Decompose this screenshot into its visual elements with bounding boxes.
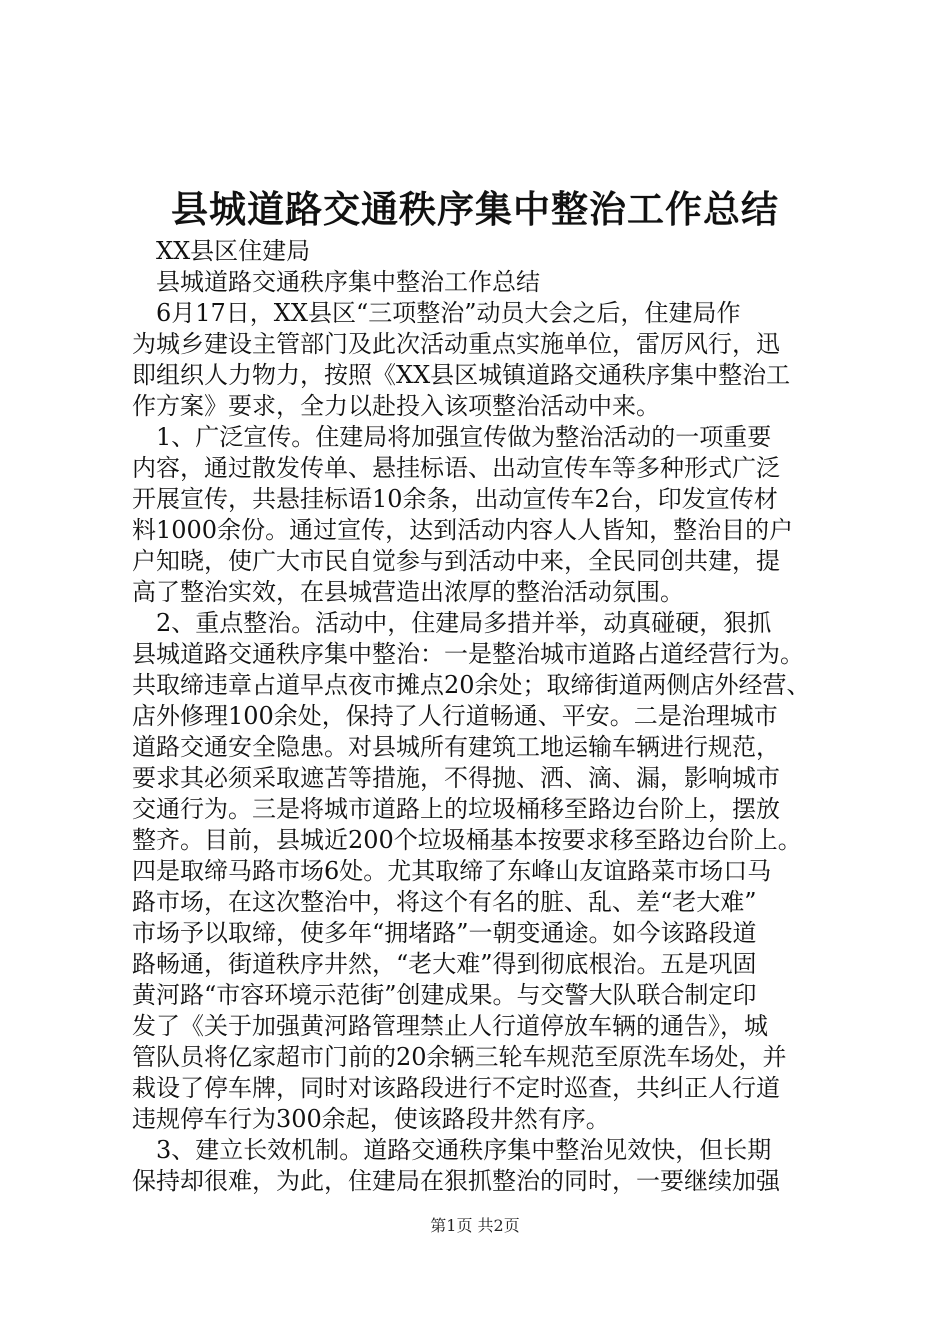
body-text-line: 黄河路“市容环境示范街”创建成果。与交警大队联合制定印 [132, 981, 757, 1009]
body-text-line: 户知晓，使广大市民自觉参与到活动中来，全民同创共建，提 [132, 547, 780, 575]
body-text-line: 县城道路交通秩序集中整治工作总结 [132, 268, 540, 296]
body-text-line: 共取缔违章占道早点夜市摊点20余处；取缔街道两侧店外经营、 [132, 671, 811, 699]
body-text-line: 6月17日，XX县区“三项整治”动员大会之后，住建局作 [132, 299, 741, 327]
body-text-line: 管队员将亿家超市门前的20余辆三轮车规范至原洗车场处，并 [132, 1043, 787, 1071]
body-text-line: 店外修理100余处，保持了人行道畅通、平安。二是治理城市 [132, 702, 778, 730]
body-text-line: 保持却很难，为此，住建局在狠抓整治的同时，一要继续加强 [132, 1167, 780, 1195]
body-text-line: 1、广泛宣传。住建局将加强宣传做为整治活动的一项重要 [132, 423, 772, 451]
body-text-line: 整齐。目前，县城近200个垃圾桶基本按要求移至路边台阶上。 [132, 826, 802, 854]
body-text-line: 路市场，在这次整治中，将这个有名的脏、乱、差“老大难” [132, 888, 757, 916]
body-text-line: 作方案》要求，全力以赴投入该项整治活动中来。 [132, 392, 660, 420]
body-text-line: 2、重点整治。活动中，住建局多措并举，动真碰硬，狠抓 [132, 609, 772, 637]
body-text-line: 为城乡建设主管部门及此次活动重点实施单位，雷厉风行，迅 [132, 330, 780, 358]
body-text-line: 高了整治实效，在县城营造出浓厚的整治活动氛围。 [132, 578, 684, 606]
body-text-line: 要求其必须采取遮苫等措施，不得抛、洒、滴、漏，影响城市 [132, 764, 780, 792]
body-text-line: 内容，通过散发传单、悬挂标语、出动宣传车等多种形式广泛 [132, 454, 780, 482]
body-text-line: 料1000余份。通过宣传，达到活动内容人人皆知，整治目的户 [132, 516, 794, 544]
body-text-line: 即组织人力物力，按照《XX县区城镇道路交通秩序集中整治工 [132, 361, 791, 389]
body-text-line: 路畅通，街道秩序井然，“老大难”得到彻底根治。五是巩固 [132, 950, 757, 978]
body-text-line: 栽设了停车牌，同时对该路段进行不定时巡查，共纠正人行道 [132, 1074, 780, 1102]
body-text-line: 县城道路交通秩序集中整治：一是整治城市道路占道经营行为。 [132, 640, 804, 668]
body-text-line: 市场予以取缔，使多年“拥堵路”一朝变通途。如今该路段道 [132, 919, 757, 947]
document-title: 县城道路交通秩序集中整治工作总结 [171, 187, 779, 231]
body-text-line: 3、建立长效机制。道路交通秩序集中整治见效快，但长期 [132, 1136, 772, 1164]
body-text-line: 道路交通安全隐患。对县城所有建筑工地运输车辆进行规范， [132, 733, 780, 761]
body-text-line: 开展宣传，共悬挂标语10余条，出动宣传车2台，印发宣传材 [132, 485, 778, 513]
body-text-line: 交通行为。三是将城市道路上的垃圾桶移至路边台阶上，摆放 [132, 795, 780, 823]
body-text-line: 发了《关于加强黄河路管理禁止人行道停放车辆的通告》，城 [132, 1012, 768, 1040]
page-footer: 第1页 共2页 [430, 1216, 520, 1235]
body-text-line: XX县区住建局 [132, 237, 311, 265]
body-text-line: 违规停车行为300余起，使该路段井然有序。 [132, 1105, 610, 1133]
document-body [132, 236, 852, 1197]
body-text-line: 四是取缔马路市场6处。尤其取缔了东峰山友谊路菜市场口马 [132, 857, 772, 885]
